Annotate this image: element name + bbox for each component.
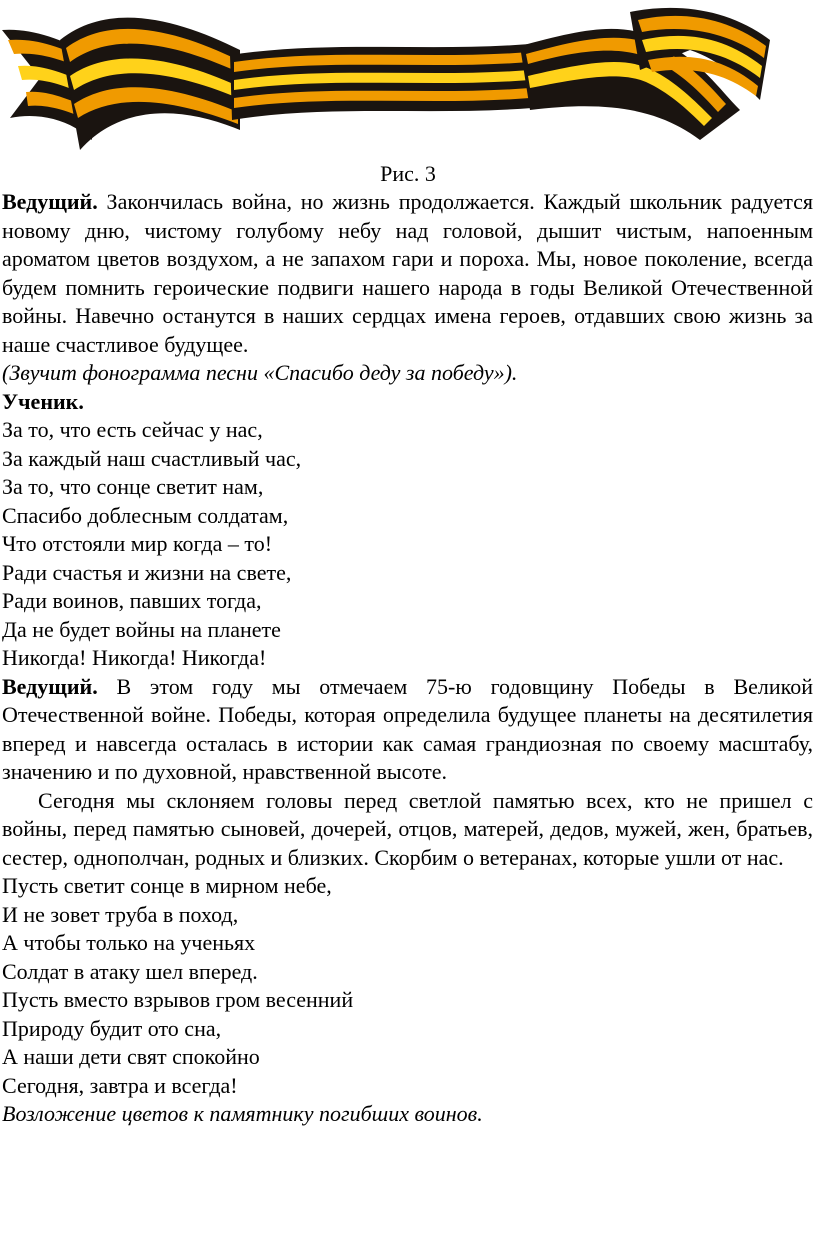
poem-line: Да не будет войны на планете [2, 616, 281, 642]
poem-2 [2, 872, 813, 1100]
host-paragraph-1 [2, 188, 813, 359]
host-paragraph-3: Сегодня мы склоняем головы перед светлой памятью всех, кто не пришел с войны, перед памятью сыновей, дочерей, отцов, матерей, дедов, мужей, жен, братьев, сестер, однополчан, родных и близких. Скорбим о ветеранах, которые ушли от нас. [2, 787, 813, 870]
poem-line: А чтобы только на ученьях [2, 930, 256, 955]
paragraph-text: В этом году мы отмечаем 75-ю годовщину Победы в Великой Отечественной войне. Победы, которая определила будущее планеты на десятилетия вперед и навсегда осталась в истории как самая грандиозная по своему масштабу, значению и по духовной, нравственной высоте. [2, 673, 813, 784]
stage-direction: (Звучит фонограмма песни «Спасибо деду за победу»). [2, 360, 518, 385]
poem-line: За то, что есть сейчас у нас, [2, 417, 263, 442]
paragraph-text: Закончилась война, но жизнь продолжается. Каждый школьник радуется новому дню, чистому голубому небу над головой, дышит чистым, напоенным ароматом цветов воздухом, а не запахом гари и пороха. Мы, новое поколение, всегда будем помнить героические подвиги нашего народа в годы Великой Отечественной войны. Навечно останутся в наших сердцах имена героев, отдавших свою жизнь за наше счастливое будущее. [2, 189, 813, 357]
ribbon-center-section [230, 44, 532, 120]
poem-line: Солдат в атаку шел вперед. [2, 958, 258, 984]
poem-line: Сегодня, завтра и всегда! [2, 1072, 238, 1098]
speaker-label: Ведущий. [2, 189, 98, 214]
poem-line: Ради воинов, павших тогда, [2, 588, 262, 613]
poem-line: А наши дети свят спокойно [2, 1044, 260, 1069]
poem-line: Природу будит ото сна, [2, 1015, 222, 1041]
poem-line: И не зовет труба в поход, [2, 901, 239, 927]
figure-caption: Рис. 3 [380, 161, 436, 186]
poem-line: Ради счастья и жизни на свете, [2, 559, 292, 585]
poem-1 [2, 416, 813, 673]
poem-line: За то, что сонце светит нам, [2, 474, 264, 499]
poem-line: Что отстояли мир когда – то! [2, 531, 273, 556]
poem-line: Пусть вместо взрывов гром весенний [2, 987, 354, 1012]
st-george-ribbon-image [0, 0, 816, 165]
host-paragraph-2 [2, 673, 813, 787]
stage-direction: Возложение цветов к памятнику погибших воинов. [2, 1101, 483, 1126]
poem-line: Спасибо доблесным солдатам, [2, 502, 289, 528]
poem-line: Никогда! Никогда! Никогда! [2, 645, 267, 670]
speaker-label: Ведущий. [2, 673, 98, 699]
ribbon-left-section [60, 18, 240, 150]
poem-line: За каждый наш счастливый час, [2, 445, 302, 471]
poem-line: Пусть светит сонце в мирном небе, [2, 873, 332, 898]
document-body [2, 188, 813, 1129]
speaker-label: Ученик. [2, 388, 84, 414]
